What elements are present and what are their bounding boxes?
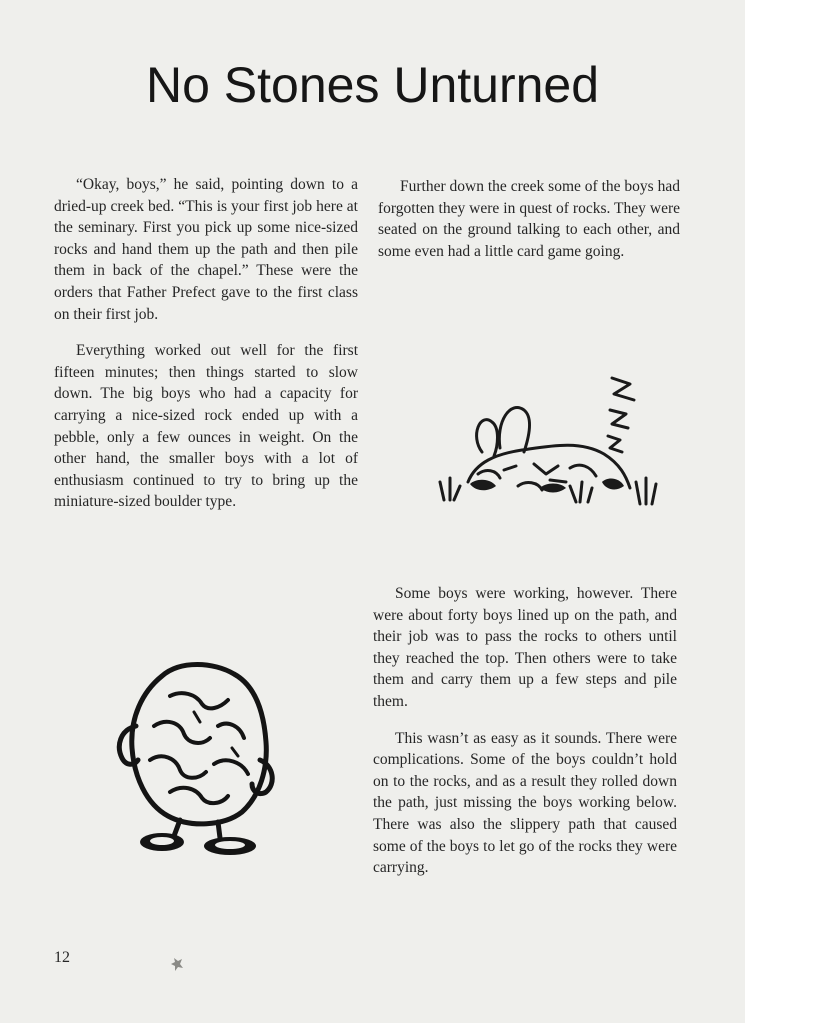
right-column-top — [378, 176, 680, 277]
right-paragraph-1: Further down the creek some of the boys had forgotten they were in quest of rocks. They were seated on the ground talking to each other, and some even had a little card game going. — [378, 178, 680, 260]
walking-rock-cartoon-icon — [110, 656, 280, 858]
left-column — [54, 174, 358, 528]
left-paragraph-2: Everything worked out well for the first fifteen minutes; then things started to slow down. The big boys who had a capacity for carrying a nice-sized rock ended up with a pebble, only a few ounces in weight. On the other hand, the smaller boys with a lot of enthusiasm continued to try to bring up the miniature-sized boulder type. — [54, 342, 358, 511]
sleeping-rock-zzz-icon — [430, 370, 670, 510]
page-title: No Stones Unturned — [145, 57, 600, 113]
page-number: 12 — [54, 949, 70, 966]
right-paragraph-2: Some boys were working, however. There were about forty boys lined up on the path, and their job was to pass the rocks to others until they reached the top. Then others were to take them and carry them up a few steps and pile them. — [373, 585, 677, 710]
ink-smudge-mark — [170, 956, 184, 972]
left-paragraph-1: “Okay, boys,” he said, pointing down to a dried-up creek bed. “This is your first job here at the seminary. First you pick up some nice-sized rocks and hand them up the path and then pile them in back of the chapel.” These were the orders that Father Prefect gave to the first class on their first job. — [54, 176, 358, 323]
right-column-bottom — [373, 583, 677, 894]
right-paragraph-3: This wasn’t as easy as it sounds. There were complications. Some of the boys couldn’t hold on to the rocks, and as a result they rolled down the path, just missing the boys working below. There was also the slippery path that caused some of the boys to let go of the rocks they were carrying. — [373, 729, 677, 877]
